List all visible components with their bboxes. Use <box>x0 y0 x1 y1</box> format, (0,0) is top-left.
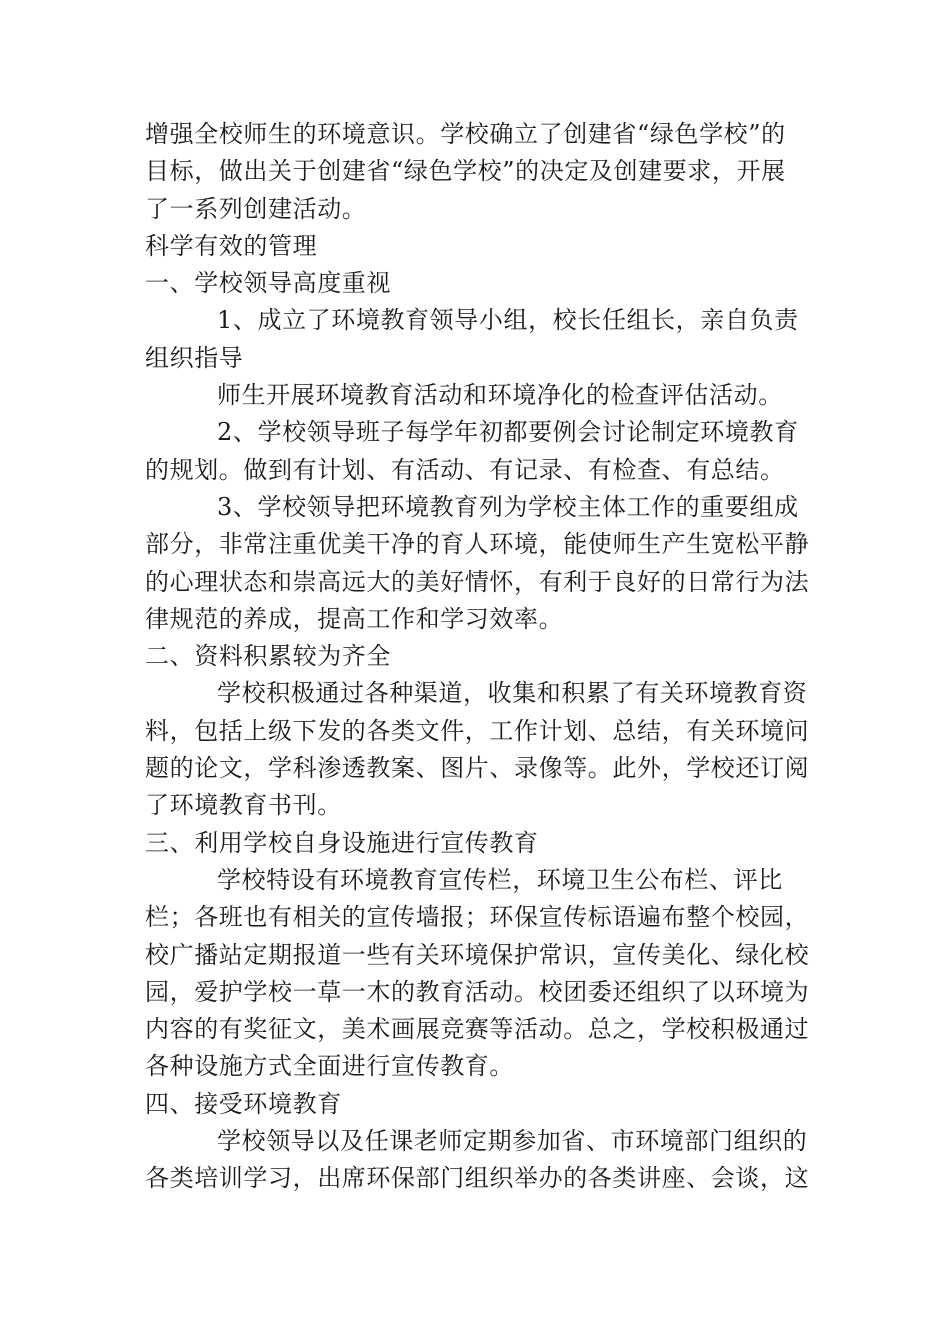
section-heading-education: 四、接受环境教育 <box>145 1089 342 1118</box>
section-heading-facilities: 三、利用学校自身设施进行宣传教育 <box>145 828 539 857</box>
section-heading-management: 科学有效的管理 <box>145 231 318 260</box>
section-heading-leadership: 一、学校领导高度重视 <box>145 269 391 298</box>
paragraph-item-3: 3、学校领导把环境教育列为学校主体工作的重要组成部分，非常注重优美干净的育人环境，能使师生产生宽松平静的心理状态和崇高远大的美好情怀，有利于良好的日常行为法律规范的养成，提高工作和学习效率。 <box>145 492 810 633</box>
paragraph-education: 学校领导以及任课老师定期参加省、市环境部门组织的各类培训学习，出席环保部门组织举办的各类讲座、会谈，这 <box>145 1127 810 1193</box>
paragraph-item-1: 1、成立了环境教育领导小组，校长任组长，亲自负责组织指导 <box>145 306 799 372</box>
paragraph-materials: 学校积极通过各种渠道，收集和积累了有关环境教育资料，包括上级下发的各类文件，工作计划、总结，有关环境问题的论文，学科渗透教案、图片、录像等。此外，学校还订阅了环境教育书刊。 <box>145 679 810 820</box>
paragraph-facilities: 学校特设有环境教育宣传栏，环境卫生公布栏、评比栏；各班也有相关的宣传墙报；环保宣传标语遍布整个校园，校广播站定期报道一些有关环境保护常识，宣传美化、绿化校园，爱护学校一草一木的教育活动。校团委还组织了以环境为内容的有奖征文，美术画展竞赛等活动。总之，学校积极通过各种设施方式全面进行宣传教育。 <box>145 865 810 1081</box>
paragraph-intro: 增强全校师生的环境意识。学校确立了创建省“绿色学校”的目标，做出关于创建省“绿色学校”的决定及创建要求，开展了一系列创建活动。 <box>145 120 786 223</box>
paragraph-item-1-continued: 师生开展环境教育活动和环境净化的检查评估活动。 <box>217 381 783 410</box>
document-body <box>145 116 810 1198</box>
section-heading-materials: 二、资料积累较为齐全 <box>145 642 391 671</box>
paragraph-item-2: 2、学校领导班子每学年初都要例会讨论制定环境教育的规划。做到有计划、有活动、有记录、有检查、有总结。 <box>145 418 799 484</box>
